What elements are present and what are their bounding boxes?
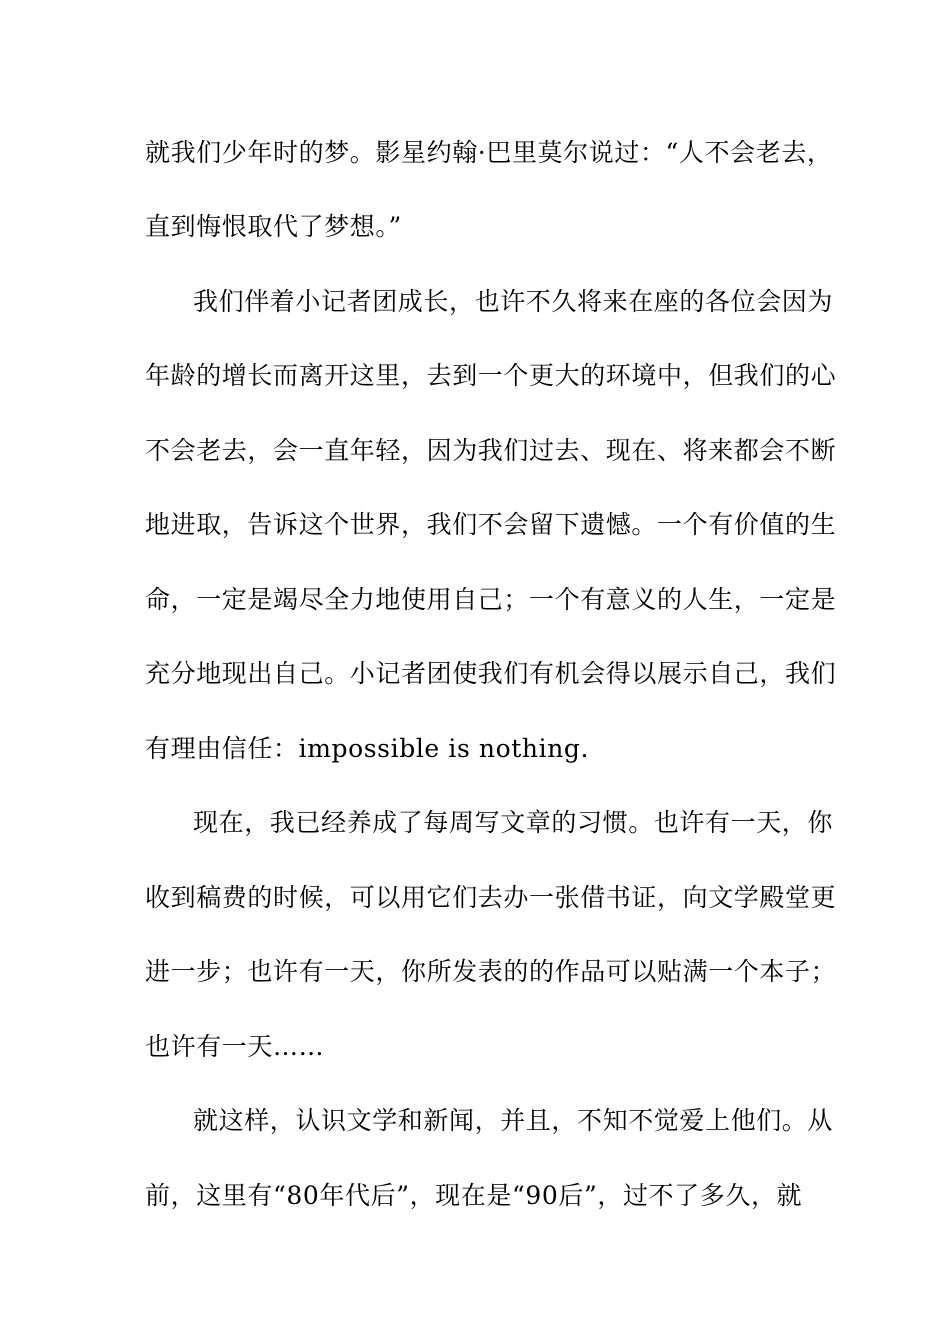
text-line: 年龄的增长而离开这里，去到一个更大的环境中，但我们的心 <box>145 361 837 390</box>
text-line: 就我们少年时的梦。影星约翰·巴里莫尔说过：“人不会老去， <box>145 138 833 167</box>
text-line: 命，一定是竭尽全力地使用自己；一个有意义的人生，一定是 <box>145 585 837 614</box>
text-line: 直到悔恨取代了梦想。” <box>145 212 402 241</box>
text-line: 也许有一天…… <box>145 1032 325 1061</box>
text-line: 不会老去，会一直年轻，因为我们过去、现在、将来都会不断 <box>145 436 837 465</box>
text-line: 进一步；也许有一天，你所发表的的作品可以贴满一个本子； <box>145 957 837 986</box>
text-line: 地进取，告诉这个世界，我们不会留下遗憾。一个有价值的生 <box>145 510 837 539</box>
paragraph-start-line: 现在，我已经养成了每周写文章的习惯。也许有一天，你 <box>193 808 834 837</box>
text-line: 收到稿费的时候，可以用它们去办一张借书证，向文学殿堂更 <box>145 883 837 912</box>
text-line: 有理由信任：impossible is nothing. <box>145 734 590 763</box>
text-line: 前，这里有“80年代后”，现在是“90后”，过不了多久，就 <box>145 1181 803 1210</box>
paragraph-start-line: 我们伴着小记者团成长，也许不久将来在座的各位会因为 <box>193 287 834 316</box>
text-line: 充分地现出自己。小记者团使我们有机会得以展示自己，我们 <box>145 659 837 688</box>
paragraph-start-line: 就这样，认识文学和新闻，并且，不知不觉爱上他们。从 <box>193 1106 834 1135</box>
